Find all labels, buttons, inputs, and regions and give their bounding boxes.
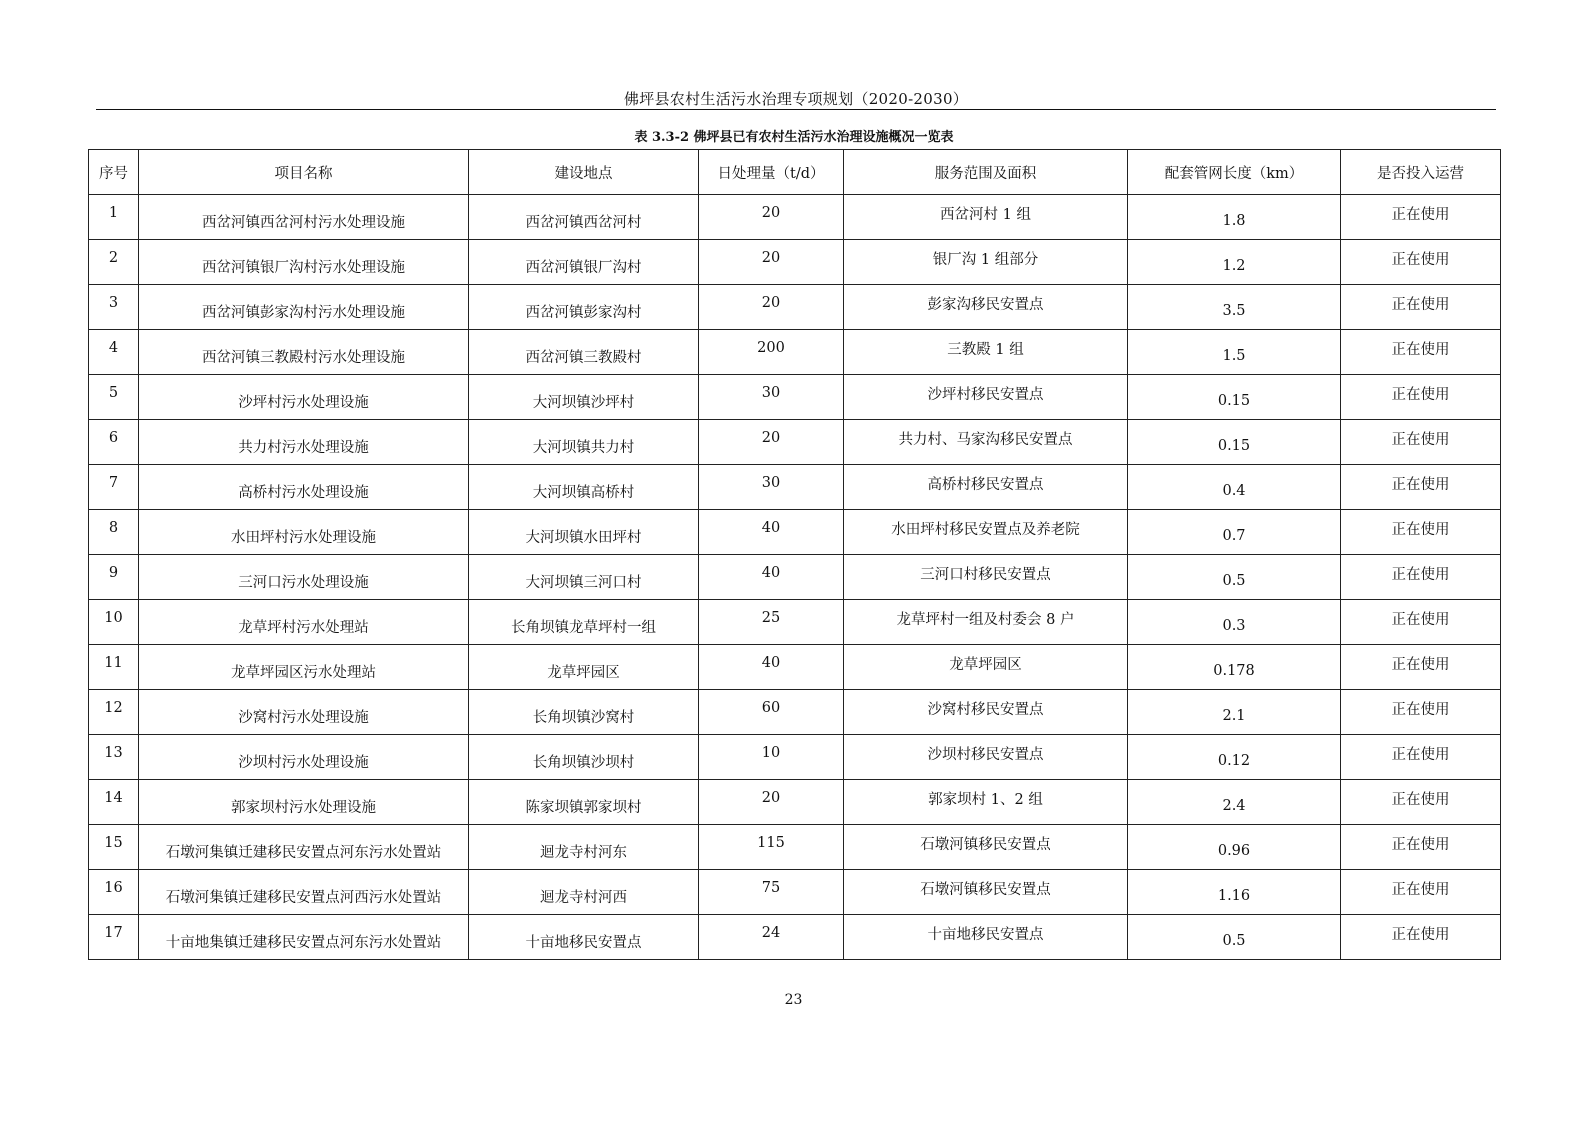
cell-project-name xyxy=(139,645,469,690)
page-number: 23 xyxy=(784,992,803,1008)
table-row xyxy=(89,420,1501,465)
cell-daily-capacity xyxy=(699,555,844,600)
cell-daily-capacity-text: 20 xyxy=(761,430,781,446)
cell-location-text: 大河坝镇水田坪村 xyxy=(525,529,642,546)
cell-in-operation-text: 正在使用 xyxy=(1391,656,1450,673)
cell-daily-capacity xyxy=(699,735,844,780)
table-row xyxy=(89,465,1501,510)
cell-project-name xyxy=(139,330,469,375)
cell-daily-capacity xyxy=(699,195,844,240)
cell-index-text: 12 xyxy=(104,700,123,716)
cell-in-operation-text: 正在使用 xyxy=(1391,791,1450,808)
cell-location xyxy=(469,870,699,915)
cell-index xyxy=(89,240,139,285)
cell-index-text: 5 xyxy=(108,385,119,401)
cell-daily-capacity-text: 115 xyxy=(757,835,785,851)
cell-service-area xyxy=(844,465,1128,510)
cell-index-text: 13 xyxy=(104,745,123,761)
cell-daily-capacity xyxy=(699,330,844,375)
cell-location-text: 大河坝镇三河口村 xyxy=(525,574,642,591)
cell-location-text: 西岔河镇三教殿村 xyxy=(525,349,642,366)
cell-service-area-text: 水田坪村移民安置点及养老院 xyxy=(891,521,1080,538)
cell-service-area-text: 石墩河镇移民安置点 xyxy=(920,836,1051,853)
cell-in-operation-text: 正在使用 xyxy=(1391,926,1450,943)
cell-service-area xyxy=(844,825,1128,870)
cell-project-name-text: 十亩地集镇迁建移民安置点河东污水处置站 xyxy=(165,934,442,951)
cell-service-area-text: 沙坪村移民安置点 xyxy=(927,386,1044,403)
column-header-service-area: 服务范围及面积 xyxy=(844,150,1128,195)
table-row xyxy=(89,375,1501,420)
cell-index xyxy=(89,825,139,870)
cell-in-operation-text: 正在使用 xyxy=(1391,386,1450,403)
cell-index xyxy=(89,780,139,825)
cell-daily-capacity-text: 20 xyxy=(761,295,781,311)
cell-service-area-text: 郭家坝村 1、2 组 xyxy=(928,791,1043,808)
cell-project-name xyxy=(139,690,469,735)
cell-daily-capacity xyxy=(699,420,844,465)
cell-index-text: 2 xyxy=(108,250,119,266)
table-header-row xyxy=(89,150,1501,195)
cell-project-name xyxy=(139,420,469,465)
cell-in-operation xyxy=(1341,600,1501,645)
cell-index xyxy=(89,735,139,780)
cell-project-name-text: 郭家坝村污水处理设施 xyxy=(231,799,376,816)
running-header: 佛坪县农村生活污水治理专项规划（2020-2030） xyxy=(623,90,969,108)
cell-location xyxy=(469,690,699,735)
cell-service-area xyxy=(844,690,1128,735)
cell-project-name xyxy=(139,510,469,555)
cell-pipe-length xyxy=(1128,240,1341,285)
cell-in-operation xyxy=(1341,825,1501,870)
cell-pipe-length xyxy=(1128,285,1341,330)
cell-in-operation-text: 正在使用 xyxy=(1391,431,1450,448)
cell-in-operation-text: 正在使用 xyxy=(1391,566,1450,583)
cell-service-area-text: 西岔河村 1 组 xyxy=(940,206,1031,223)
cell-project-name xyxy=(139,915,469,960)
table-row xyxy=(89,870,1501,915)
cell-in-operation-text: 正在使用 xyxy=(1391,701,1450,718)
cell-project-name-text: 沙窝村污水处理设施 xyxy=(238,709,369,726)
cell-in-operation xyxy=(1341,375,1501,420)
cell-location xyxy=(469,465,699,510)
cell-index xyxy=(89,330,139,375)
cell-in-operation xyxy=(1341,285,1501,330)
cell-service-area xyxy=(844,330,1128,375)
cell-pipe-length xyxy=(1128,420,1341,465)
cell-service-area-text: 龙草坪村一组及村委会 8 户 xyxy=(896,611,1075,628)
cell-index-text: 3 xyxy=(108,295,119,311)
cell-service-area-text: 三河口村移民安置点 xyxy=(920,566,1051,583)
cell-service-area xyxy=(844,870,1128,915)
table-body xyxy=(89,195,1501,960)
table-row xyxy=(89,915,1501,960)
cell-project-name-text: 西岔河镇银厂沟村污水处理设施 xyxy=(202,259,405,276)
cell-location xyxy=(469,375,699,420)
cell-project-name-text: 三河口污水处理设施 xyxy=(238,574,369,591)
cell-pipe-length-text: 0.5 xyxy=(1222,573,1246,589)
cell-pipe-length xyxy=(1128,825,1341,870)
cell-daily-capacity-text: 60 xyxy=(761,700,781,716)
cell-daily-capacity-text: 40 xyxy=(761,565,781,581)
cell-location-text: 大河坝镇沙坪村 xyxy=(532,394,635,411)
cell-project-name-text: 水田坪村污水处理设施 xyxy=(231,529,376,546)
cell-index-text: 1 xyxy=(108,205,119,221)
cell-service-area-text: 彭家沟移民安置点 xyxy=(927,296,1044,313)
cell-pipe-length-text: 0.5 xyxy=(1222,933,1246,949)
cell-location-text: 十亩地移民安置点 xyxy=(525,934,642,951)
cell-pipe-length-text: 3.5 xyxy=(1222,303,1246,319)
cell-pipe-length-text: 0.178 xyxy=(1213,663,1255,679)
column-header-location: 建设地点 xyxy=(469,150,699,195)
cell-pipe-length xyxy=(1128,510,1341,555)
cell-service-area xyxy=(844,555,1128,600)
cell-in-operation-text: 正在使用 xyxy=(1391,476,1450,493)
table-row xyxy=(89,780,1501,825)
cell-location xyxy=(469,825,699,870)
cell-in-operation xyxy=(1341,195,1501,240)
cell-index xyxy=(89,465,139,510)
cell-pipe-length xyxy=(1128,915,1341,960)
table-row xyxy=(89,330,1501,375)
cell-project-name-text: 沙坪村污水处理设施 xyxy=(238,394,369,411)
cell-location xyxy=(469,915,699,960)
column-header-index: 序号 xyxy=(89,150,139,195)
cell-in-operation-text: 正在使用 xyxy=(1391,341,1450,358)
cell-in-operation-text: 正在使用 xyxy=(1391,521,1450,538)
column-header-pipe-length: 配套管网长度（km） xyxy=(1128,150,1341,195)
cell-index-text: 8 xyxy=(108,520,119,536)
cell-pipe-length xyxy=(1128,645,1341,690)
cell-project-name xyxy=(139,375,469,420)
cell-index-text: 17 xyxy=(104,925,123,941)
cell-service-area xyxy=(844,195,1128,240)
cell-pipe-length-text: 0.15 xyxy=(1217,393,1251,409)
cell-service-area-text: 银厂沟 1 组部分 xyxy=(932,251,1039,268)
table-row xyxy=(89,285,1501,330)
table-row xyxy=(89,600,1501,645)
cell-project-name xyxy=(139,285,469,330)
cell-location xyxy=(469,600,699,645)
cell-daily-capacity xyxy=(699,510,844,555)
cell-location xyxy=(469,240,699,285)
cell-index xyxy=(89,870,139,915)
cell-project-name-text: 龙草坪园区污水处理站 xyxy=(231,664,376,681)
cell-pipe-length xyxy=(1128,195,1341,240)
table-row xyxy=(89,510,1501,555)
cell-daily-capacity xyxy=(699,690,844,735)
cell-location xyxy=(469,285,699,330)
cell-daily-capacity xyxy=(699,825,844,870)
cell-location-text: 长角坝镇沙坝村 xyxy=(532,754,635,771)
cell-service-area-text: 十亩地移民安置点 xyxy=(927,926,1044,943)
cell-pipe-length-text: 0.15 xyxy=(1217,438,1251,454)
cell-in-operation xyxy=(1341,690,1501,735)
cell-project-name xyxy=(139,870,469,915)
cell-daily-capacity-text: 20 xyxy=(761,205,781,221)
cell-daily-capacity xyxy=(699,915,844,960)
cell-daily-capacity-text: 20 xyxy=(761,790,781,806)
cell-daily-capacity-text: 200 xyxy=(757,340,785,356)
cell-in-operation-text: 正在使用 xyxy=(1391,206,1450,223)
cell-daily-capacity-text: 40 xyxy=(761,655,781,671)
cell-index-text: 9 xyxy=(108,565,119,581)
cell-pipe-length xyxy=(1128,555,1341,600)
cell-pipe-length-text: 0.3 xyxy=(1222,618,1246,634)
table-row xyxy=(89,555,1501,600)
cell-daily-capacity-text: 30 xyxy=(761,385,781,401)
cell-index xyxy=(89,690,139,735)
cell-in-operation xyxy=(1341,915,1501,960)
cell-service-area xyxy=(844,240,1128,285)
cell-daily-capacity-text: 40 xyxy=(761,520,781,536)
table-row xyxy=(89,645,1501,690)
cell-service-area-text: 石墩河镇移民安置点 xyxy=(920,881,1051,898)
header-rule xyxy=(96,109,1496,110)
cell-in-operation-text: 正在使用 xyxy=(1391,296,1450,313)
cell-location xyxy=(469,195,699,240)
cell-daily-capacity xyxy=(699,465,844,510)
cell-in-operation-text: 正在使用 xyxy=(1391,881,1450,898)
cell-location xyxy=(469,780,699,825)
cell-pipe-length-text: 2.4 xyxy=(1222,798,1246,814)
cell-pipe-length-text: 2.1 xyxy=(1222,708,1246,724)
cell-location-text: 西岔河镇彭家沟村 xyxy=(525,304,642,321)
cell-index xyxy=(89,420,139,465)
cell-in-operation xyxy=(1341,735,1501,780)
cell-daily-capacity xyxy=(699,780,844,825)
cell-index xyxy=(89,645,139,690)
cell-index xyxy=(89,600,139,645)
cell-project-name-text: 石墩河集镇迁建移民安置点河东污水处置站 xyxy=(165,844,442,861)
table-caption: 表 3.3-2 佛坪县已有农村生活污水治理设施概况一览表 xyxy=(634,130,954,145)
cell-index-text: 11 xyxy=(104,655,123,671)
table-row xyxy=(89,195,1501,240)
cell-location xyxy=(469,510,699,555)
facility-table xyxy=(88,149,1501,960)
cell-project-name-text: 共力村污水处理设施 xyxy=(238,439,369,456)
cell-daily-capacity-text: 30 xyxy=(761,475,781,491)
cell-index-text: 14 xyxy=(104,790,123,806)
cell-pipe-length xyxy=(1128,780,1341,825)
cell-location xyxy=(469,555,699,600)
cell-project-name-text: 西岔河镇彭家沟村污水处理设施 xyxy=(202,304,405,321)
cell-daily-capacity-text: 25 xyxy=(761,610,781,626)
cell-daily-capacity xyxy=(699,240,844,285)
cell-in-operation-text: 正在使用 xyxy=(1391,836,1450,853)
cell-location-text: 长角坝镇龙草坪村一组 xyxy=(511,619,656,636)
cell-location-text: 迴龙寺村河东 xyxy=(540,844,627,861)
cell-project-name xyxy=(139,195,469,240)
cell-index xyxy=(89,195,139,240)
cell-location xyxy=(469,330,699,375)
cell-index-text: 16 xyxy=(104,880,123,896)
cell-pipe-length xyxy=(1128,690,1341,735)
cell-service-area xyxy=(844,915,1128,960)
cell-service-area xyxy=(844,780,1128,825)
cell-project-name-text: 高桥村污水处理设施 xyxy=(238,484,369,501)
cell-location-text: 大河坝镇高桥村 xyxy=(532,484,635,501)
cell-project-name xyxy=(139,240,469,285)
cell-pipe-length-text: 1.16 xyxy=(1217,888,1251,904)
cell-project-name xyxy=(139,825,469,870)
cell-pipe-length-text: 1.2 xyxy=(1222,258,1246,274)
cell-project-name xyxy=(139,780,469,825)
cell-index xyxy=(89,285,139,330)
cell-service-area xyxy=(844,645,1128,690)
cell-service-area-text: 三教殿 1 组 xyxy=(947,341,1024,358)
cell-location-text: 西岔河镇银厂沟村 xyxy=(525,259,642,276)
cell-project-name-text: 西岔河镇西岔河村污水处理设施 xyxy=(202,214,405,231)
cell-project-name xyxy=(139,735,469,780)
cell-pipe-length xyxy=(1128,330,1341,375)
cell-pipe-length xyxy=(1128,870,1341,915)
table-row xyxy=(89,240,1501,285)
cell-daily-capacity xyxy=(699,600,844,645)
cell-location-text: 长角坝镇沙窝村 xyxy=(532,709,635,726)
cell-in-operation xyxy=(1341,645,1501,690)
cell-index xyxy=(89,915,139,960)
cell-daily-capacity-text: 20 xyxy=(761,250,781,266)
cell-location-text: 大河坝镇共力村 xyxy=(532,439,635,456)
table-row xyxy=(89,735,1501,780)
cell-service-area-text: 龙草坪园区 xyxy=(949,656,1022,673)
cell-service-area xyxy=(844,600,1128,645)
column-header-project-name: 项目名称 xyxy=(139,150,469,195)
table-row xyxy=(89,825,1501,870)
cell-index xyxy=(89,510,139,555)
cell-daily-capacity-text: 10 xyxy=(761,745,781,761)
cell-in-operation xyxy=(1341,780,1501,825)
cell-service-area-text: 沙窝村移民安置点 xyxy=(927,701,1044,718)
cell-index-text: 15 xyxy=(104,835,123,851)
column-header-in-operation: 是否投入运营 xyxy=(1341,150,1501,195)
cell-service-area xyxy=(844,510,1128,555)
cell-daily-capacity-text: 75 xyxy=(761,880,781,896)
cell-service-area xyxy=(844,375,1128,420)
cell-in-operation-text: 正在使用 xyxy=(1391,746,1450,763)
cell-service-area-text: 高桥村移民安置点 xyxy=(927,476,1044,493)
cell-service-area-text: 共力村、马家沟移民安置点 xyxy=(898,431,1073,448)
cell-pipe-length-text: 0.7 xyxy=(1222,528,1246,544)
cell-pipe-length xyxy=(1128,375,1341,420)
cell-location-text: 陈家坝镇郭家坝村 xyxy=(525,799,642,816)
cell-index-text: 10 xyxy=(104,610,123,626)
cell-project-name xyxy=(139,600,469,645)
cell-pipe-length xyxy=(1128,465,1341,510)
cell-location-text: 龙草坪园区 xyxy=(547,664,620,681)
cell-in-operation-text: 正在使用 xyxy=(1391,611,1450,628)
cell-in-operation xyxy=(1341,510,1501,555)
cell-in-operation xyxy=(1341,420,1501,465)
cell-daily-capacity xyxy=(699,285,844,330)
cell-project-name-text: 西岔河镇三教殿村污水处理设施 xyxy=(202,349,405,366)
cell-pipe-length xyxy=(1128,600,1341,645)
cell-index-text: 6 xyxy=(108,430,119,446)
cell-in-operation xyxy=(1341,870,1501,915)
cell-daily-capacity xyxy=(699,375,844,420)
cell-service-area xyxy=(844,735,1128,780)
cell-index-text: 7 xyxy=(108,475,119,491)
cell-project-name-text: 石墩河集镇迁建移民安置点河西污水处置站 xyxy=(165,889,442,906)
cell-index xyxy=(89,375,139,420)
cell-in-operation-text: 正在使用 xyxy=(1391,251,1450,268)
cell-daily-capacity xyxy=(699,645,844,690)
cell-location-text: 迴龙寺村河西 xyxy=(540,889,627,906)
cell-pipe-length-text: 0.12 xyxy=(1217,753,1251,769)
cell-service-area-text: 沙坝村移民安置点 xyxy=(927,746,1044,763)
cell-project-name-text: 沙坝村污水处理设施 xyxy=(238,754,369,771)
cell-project-name xyxy=(139,555,469,600)
cell-pipe-length xyxy=(1128,735,1341,780)
cell-pipe-length-text: 0.4 xyxy=(1222,483,1246,499)
cell-location xyxy=(469,735,699,780)
column-header-daily-capacity: 日处理量（t/d） xyxy=(699,150,844,195)
cell-in-operation xyxy=(1341,330,1501,375)
cell-index xyxy=(89,555,139,600)
cell-pipe-length-text: 0.96 xyxy=(1217,843,1251,859)
cell-pipe-length-text: 1.5 xyxy=(1222,348,1246,364)
cell-location xyxy=(469,645,699,690)
cell-service-area xyxy=(844,420,1128,465)
cell-pipe-length-text: 1.8 xyxy=(1222,213,1246,229)
cell-in-operation xyxy=(1341,555,1501,600)
cell-index-text: 4 xyxy=(108,340,119,356)
cell-in-operation xyxy=(1341,465,1501,510)
cell-service-area xyxy=(844,285,1128,330)
cell-location xyxy=(469,420,699,465)
cell-daily-capacity xyxy=(699,870,844,915)
table-row xyxy=(89,690,1501,735)
cell-in-operation xyxy=(1341,240,1501,285)
cell-daily-capacity-text: 24 xyxy=(761,925,781,941)
cell-project-name-text: 龙草坪村污水处理站 xyxy=(238,619,369,636)
cell-location-text: 西岔河镇西岔河村 xyxy=(525,214,642,231)
cell-project-name xyxy=(139,465,469,510)
